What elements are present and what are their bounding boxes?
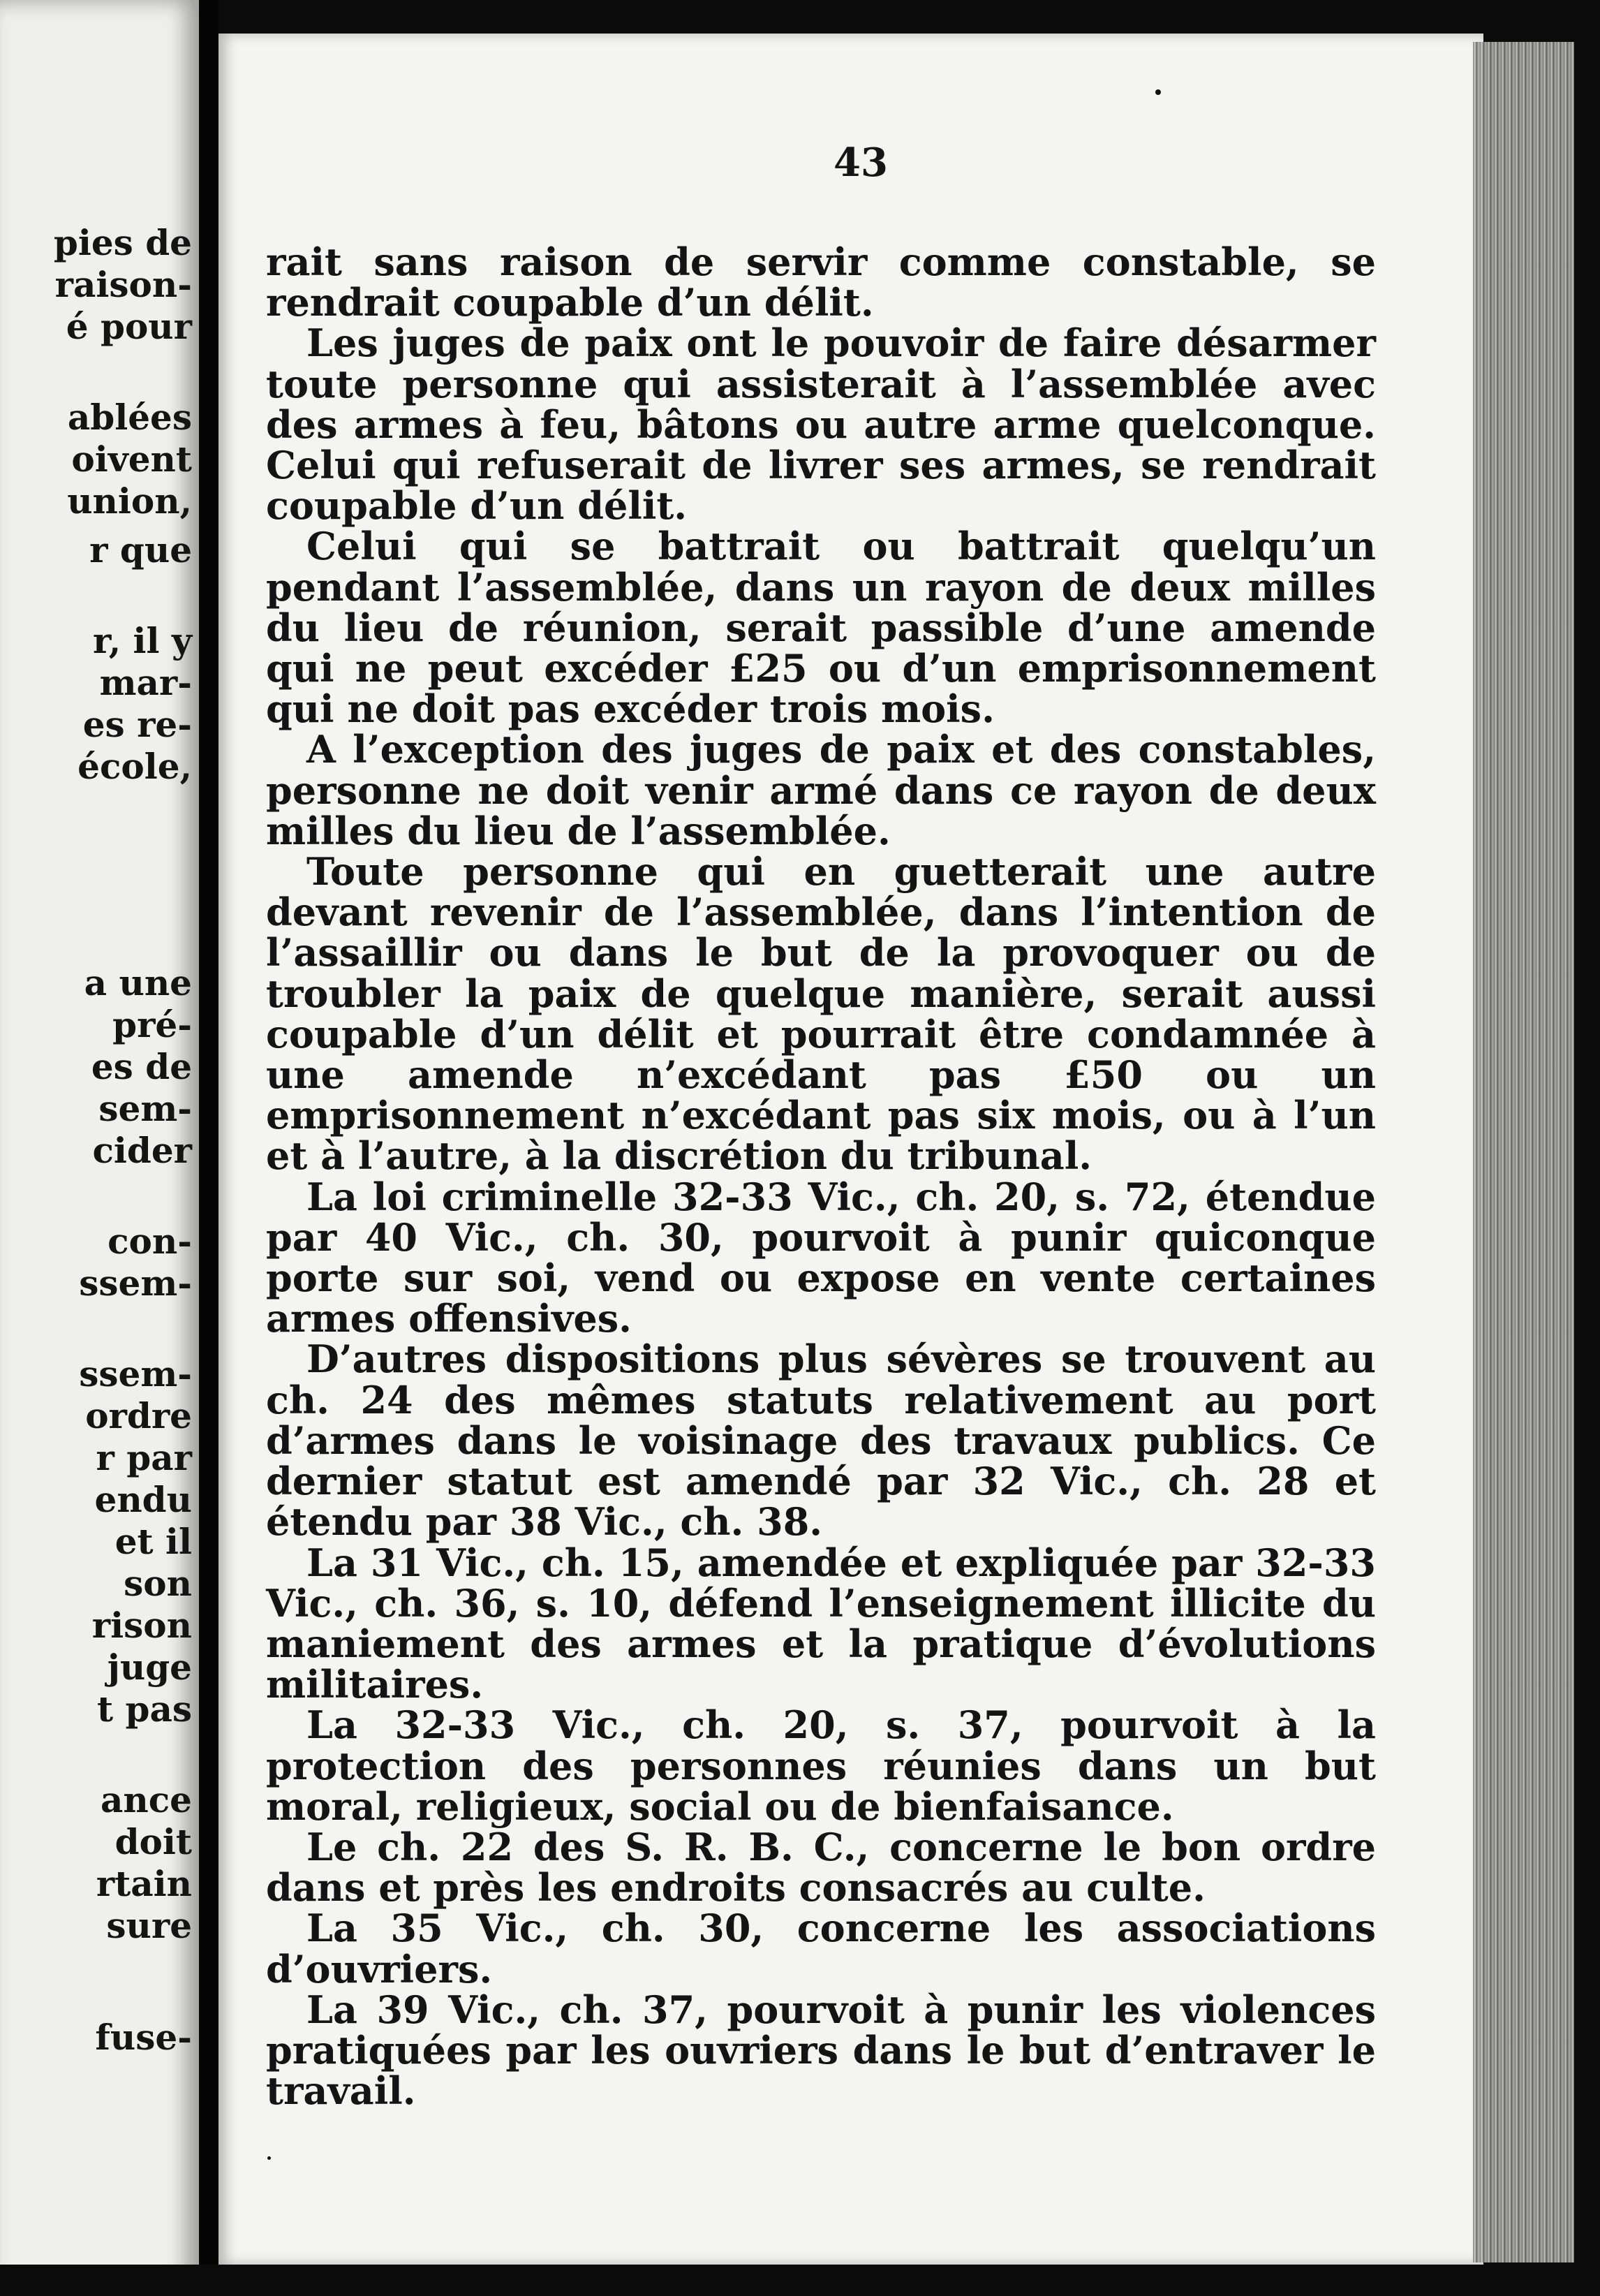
previous-page-fragment: a une [84,962,192,1003]
previous-page-fragment: fuse- [95,2017,192,2058]
ink-speck [1155,89,1161,95]
previous-page-fragment: pré- [112,1004,192,1045]
paragraph: Celui qui se battrait ou battrait quelqu’un pendant l’assemblée, dans un rayon de deux milles du lieu de réunion, serait passible d’une amende qui ne peut excéder £25 ou d’un emprisonnement qui ne doit pas excéder trois mois. [266,524,1376,732]
previous-page-fragment: endu [94,1479,192,1520]
book-page [218,34,1483,2265]
previous-page-fragment: ance [100,1779,192,1820]
previous-page-fragment: cider [92,1130,192,1171]
previous-page-fragment: con- [108,1221,192,1262]
previous-page-fragment: pies de [53,222,192,263]
paragraph: La 32-33 Vic., ch. 20, s. 37, pourvoit à la protection des personnes réunies dans un but moral, religieux, social ou de bienfaisance. [266,1702,1376,1829]
previous-page-fragment: sure [106,1905,192,1946]
previous-page-fragment: ablées [67,397,192,438]
paragraph: D’autres dispositions plus sévères se trouvent au ch. 24 des mêmes statuts relativement au port d’armes dans le voisinage des travaux publics. Ce dernier statut est amendé par 32 Vic., ch. 28 et étendu par 38 Vic., ch. 38. [266,1337,1376,1545]
book-gutter [199,0,218,2296]
previous-page-fragment: rison [91,1605,192,1646]
previous-page-fragment: ordre [85,1395,192,1436]
previous-page-fragment: r par [96,1437,192,1478]
previous-page-fragment: union, [67,480,192,522]
paragraph: La loi criminelle 32-33 Vic., ch. 20, s. 72, étendue par 40 Vic., ch. 30, pourvoit à punir quiconque porte sur soi, vend ou expose en vente certaines armes offensives. [266,1174,1376,1341]
previous-page-fragment: r que [89,529,192,571]
previous-page-fragment: oivent [71,439,192,480]
previous-page-fragment: sem- [98,1088,192,1129]
paragraph: Toute personne qui en guetterait une autre devant revenir de l’assemblée, dans l’intention de l’assaillir ou dans le but de la provoquer ou de troubler la paix de quelque manière, serait aussi coupable d’un délit et pourrait être condamnée à une amende n’excédant pas £50 ou un emprisonnement n’excédant pas six mois, ou à l’un et à l’autre, à la discrétion du tribunal. [266,849,1376,1179]
previous-page-fragment: raison- [54,264,192,305]
previous-page-fragment: é pour [66,306,192,347]
paragraph: La 31 Vic., ch. 15, amendée et expliquée par 32-33 Vic., ch. 36, s. 10, défend l’enseignement illicite du maniement des armes et la pratique d’évolutions militaires. [266,1540,1376,1707]
previous-page-fragment: es re- [82,704,192,745]
previous-page-fragment: juge [107,1647,192,1688]
bottom-border [0,2265,1600,2296]
previous-page-fragment: rtain [96,1863,192,1904]
previous-page-fragment: es de [91,1046,192,1087]
page-number: 43 [834,140,888,186]
previous-page-fragment: école, [77,746,192,787]
page-body [266,240,1376,2114]
paragraph: Le ch. 22 des S. R. B. C., concerne le bon ordre dans et près les endroits consacrés au culte. [266,1824,1376,1911]
previous-page-fragment: r, il y [93,620,192,661]
previous-page-fragment: et il [114,1521,192,1562]
paragraph: A l’exception des juges de paix et des constables, personne ne doit venir armé dans ce rayon de deux milles du lieu de l’assemblée. [266,727,1376,853]
previous-page-fragment: doit [114,1821,192,1862]
previous-page [0,0,199,2296]
right-border [1574,0,1600,2296]
previous-page-fragment: son [124,1563,192,1604]
paragraph: rait sans raison de servir comme constable, se rendrait coupable d’un délit. [266,240,1376,325]
paragraph: Les juges de paix ont le pouvoir de faire désarmer toute personne qui assisterait à l’assemblée avec des armes à feu, bâtons ou autre arme quelconque. Celui qui refuserait de livrer ses armes, se rendrait coupable d’un délit. [266,321,1376,529]
previous-page-fragment: ssem- [79,1263,192,1304]
paragraph: La 35 Vic., ch. 30, concerne les associations d’ouvriers. [266,1906,1376,1992]
previous-page-fragment: t pas [96,1688,192,1730]
ink-speck [267,2156,271,2160]
paragraph: La 39 Vic., ch. 37, pourvoit à punir les violences pratiquées par les ouvriers dans le but d’entraver le travail. [266,1987,1376,2114]
previous-page-fragment: ssem- [79,1353,192,1394]
previous-page-fragment: mar- [99,662,192,703]
